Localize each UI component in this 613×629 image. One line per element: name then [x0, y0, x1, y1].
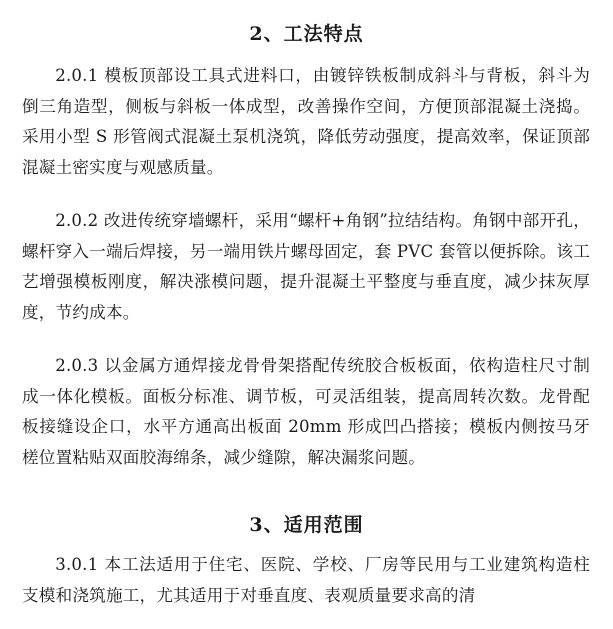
section-heading-scope: 3、适用范围	[249, 514, 364, 536]
paragraph-3-0-1: 3.0.1 本工法适用于住宅、医院、学校、厂房等民用与工业建筑构造柱支模和浇筑施工，尤其适用于对垂直度、表观质量要求高的清	[22, 555, 590, 605]
paragraph-2-0-2: 2.0.2 改进传统穿墙螺杆，采用“螺杆+角钢”拉结结构。角钢中部开孔，螺杆穿入一端后焊接，另一端用铁片螺母固定，套 PVC 套管以便拆除。该工艺增强模板刚度，解决涨模问题，提升混凝土平整度与垂直度，减少抹灰厚度，节约成本。	[22, 211, 590, 322]
section-heading-features: 2、工法特点	[249, 23, 364, 45]
paragraph-2-0-3: 2.0.3 以金属方通焊接龙骨骨架搭配传统胶合板板面，依构造柱尺寸制成一体化模板。面板分标准、调节板，可灵活组装，提高周转次数。龙骨配板接缝设企口，水平方通高出板面 20mm 形成凹凸搭接；模板内侧按马牙槎位置粘贴双面胶海绵条，减少缝隙，解决漏浆问题。	[22, 356, 590, 467]
paragraph-2-0-1: 2.0.1 模板顶部设工具式进料口，由镀锌铁板制成斜斗与背板，斜斗为倒三角造型，侧板与斜板一体成型，改善操作空间，方便顶部混凝土浇捣。采用小型 S 形管阀式混凝土泵机浇筑，降低劳动强度，提高效率，保证顶部混凝土密实度与观感质量。	[22, 66, 590, 177]
